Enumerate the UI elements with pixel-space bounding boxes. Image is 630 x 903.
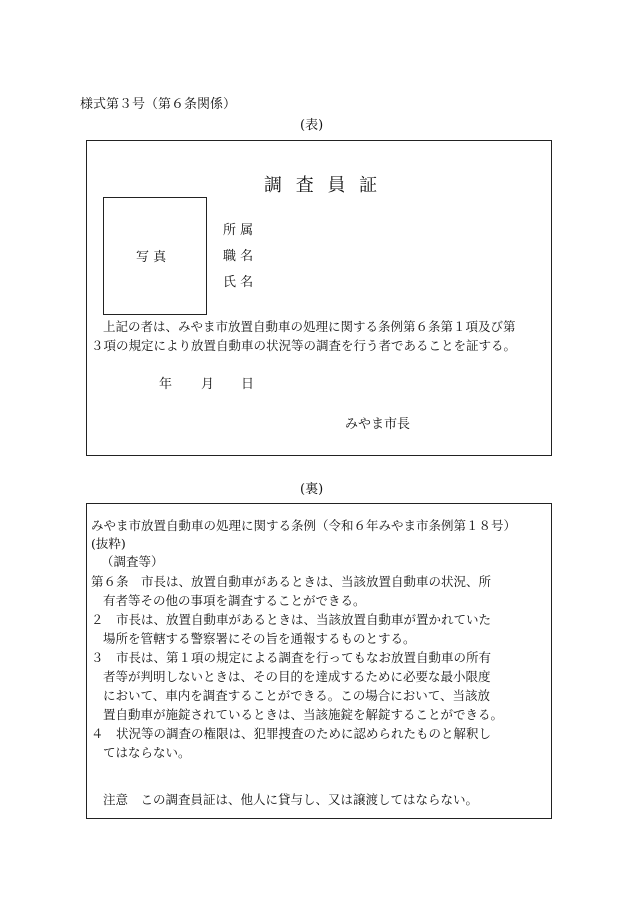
photo-label: 写 真 (136, 250, 167, 265)
certification-statement (91, 317, 516, 355)
position-label: 職 名 (223, 249, 254, 264)
article-line: てはならない。 (103, 745, 191, 760)
back-side-label: (裏) (300, 482, 324, 497)
name-label: 氏 名 (223, 275, 254, 290)
article-line: において、車内を調査することができる。この場合において、当該放 (103, 688, 491, 703)
article-line: 者等が判明しないときは、その目的を達成するために必要な最小限度 (103, 669, 491, 684)
front-side-label: (表) (300, 118, 324, 133)
article-line: 置自動車が施錠されているときは、当該施錠を解錠することができる。 (103, 707, 504, 722)
article-line: ２ 市長は、放置自動車があるときは、当該放置自動車が置かれていた (91, 612, 492, 627)
date-month: 月 (201, 377, 215, 392)
front-card (86, 140, 552, 456)
date-day: 日 (241, 377, 255, 392)
article-line: 有者等その他の事項を調査することができる。 (103, 593, 366, 608)
article-line: 第６条 市長は、放置自動車があるときは、当該放置自動車の状況、所 (91, 574, 492, 589)
article-line: ３ 市長は、第１項の規定による調査を行ってもなお放置自動車の所有 (91, 650, 492, 665)
issuer-name: みやま市長 (345, 417, 411, 432)
statement-line: 上記の者は、みやま市放置自動車の処理に関する条例第６条第１項及び第 (103, 319, 516, 334)
card-title: 調 査 員 証 (264, 175, 382, 196)
form-number-label: 様式第３号（第６条関係） (80, 97, 237, 112)
photo-box (103, 197, 207, 315)
law-title: みやま市放置自動車の処理に関する条例（令和６年みやま市条例第１８号） (91, 518, 517, 533)
statement-line: ３項の規定により放置自動車の状況等の調査を行う者であることを証する。 (91, 338, 517, 353)
section-heading: （調査等） (101, 554, 164, 569)
article-line: ４ 状況等の調査の権限は、犯罪捜査のために認められたものと解釈し (91, 726, 492, 741)
back-card (86, 503, 552, 819)
affiliation-label: 所 属 (223, 223, 254, 238)
date-year: 年 (159, 377, 173, 392)
article-line: 場所を管轄する警察署にその旨を通報するものとする。 (103, 631, 416, 646)
article-text (91, 572, 503, 762)
excerpt-label: (抜粋) (91, 536, 126, 551)
usage-note: 注意 この調査員証は、他人に貸与し、又は譲渡してはならない。 (103, 792, 479, 807)
